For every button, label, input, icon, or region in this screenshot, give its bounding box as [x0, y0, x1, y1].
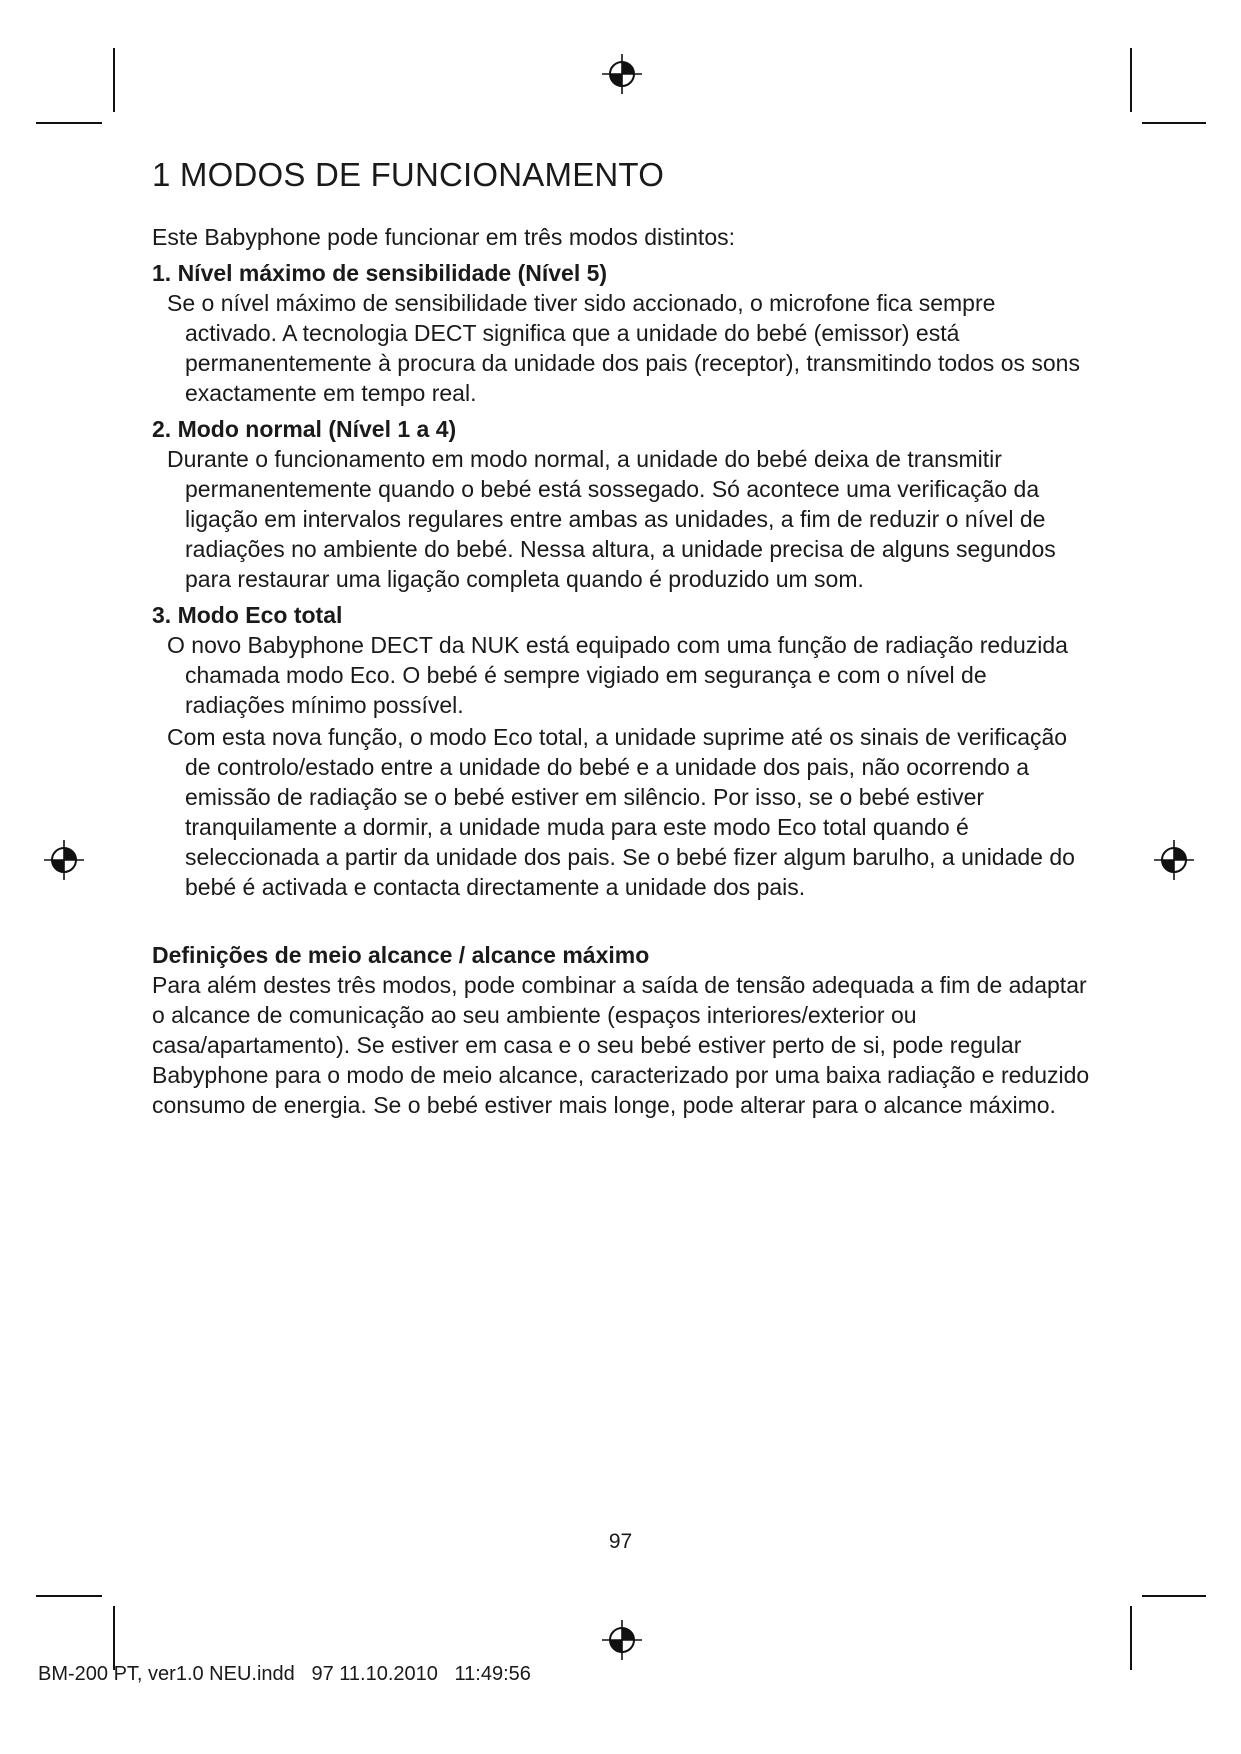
section-paragraph: Durante o funcionamento em modo normal, a unidade do bebé deixa de transmitir permanentemente quando o bebé está sossegado. Só acontece uma verificação da ligação em intervalos regulares entre ambas as unidades, a fim de reduzir o nível de radiações no ambiente do bebé. Nessa altura, a unidade precisa de alguns segundos para restaurar uma ligação completa quando é produzido um som.	[167, 446, 1056, 592]
range-heading: Definições de meio alcance / alcance máximo	[152, 942, 650, 968]
registration-mark-icon	[1152, 838, 1196, 882]
crop-mark	[113, 48, 115, 112]
section-paragraph: Com esta nova função, o modo Eco total, a unidade suprime até os sinais de verificação de controlo/estado entre a unidade do bebé e a unidade dos pais, não ocorrendo a emissão de radiação se o bebé estiver em silêncio. Por isso, se o bebé estiver tranquilamente a dormir, a unidade muda para este modo Eco total quando é seleccionada a partir da unidade dos pais. Se o bebé fizer algum barulho, a unidade do bebé é activada e contacta directamente a unidade dos pais.	[167, 724, 1075, 900]
registration-mark-icon	[600, 52, 644, 96]
page-title: 1 MODOS DE FUNCIONAMENTO	[152, 156, 665, 193]
crop-mark	[36, 1595, 102, 1597]
crop-mark	[36, 122, 102, 124]
section-paragraph: O novo Babyphone DECT da NUK está equipado com uma função de radiação reduzida chamada modo Eco. O bebé é sempre vigiado em segurança e com o nível de radiações mínimo possível.	[167, 632, 1068, 718]
registration-mark-icon	[600, 1618, 644, 1662]
page-content	[152, 156, 1092, 1120]
registration-mark-icon	[42, 838, 86, 882]
crop-mark	[113, 1606, 115, 1670]
intro-text: Este Babyphone pode funcionar em três modos distintos:	[152, 224, 736, 250]
file-slug: BM-200 PT, ver1.0 NEU.indd 97 11.10.2010 11:49:56	[38, 1663, 531, 1685]
range-text: Para além destes três modos, pode combinar a saída de tensão adequada a fim de adaptar o alcance de comunicação ao seu ambiente (espaços interiores/exterior ou casa/apartamento). Se estiver em casa e o seu bebé estiver perto de si, pode regular Babyphone para o modo de meio alcance, caracterizado por uma baixa radiação e reduzido consumo de energia. Se o bebé estiver mais longe, pode alterar para o alcance máximo.	[152, 972, 1090, 1118]
page-number: 97	[608, 1530, 633, 1553]
crop-mark	[1142, 1595, 1206, 1597]
section-paragraph: Se o nível máximo de sensibilidade tiver sido accionado, o microfone fica sempre activado. A tecnologia DECT significa que a unidade do bebé (emissor) está permanentemente à procura da unidade dos pais (receptor), transmitindo todos os sons exactamente em tempo real.	[167, 290, 1080, 406]
section-heading: 2. Modo normal (Nível 1 a 4)	[152, 416, 457, 442]
crop-mark	[1130, 1606, 1132, 1670]
crop-mark	[1142, 122, 1206, 124]
section-heading: 3. Modo Eco total	[152, 602, 343, 628]
section-heading: 1. Nível máximo de sensibilidade (Nível 5)	[152, 260, 608, 286]
crop-mark	[1130, 48, 1132, 112]
